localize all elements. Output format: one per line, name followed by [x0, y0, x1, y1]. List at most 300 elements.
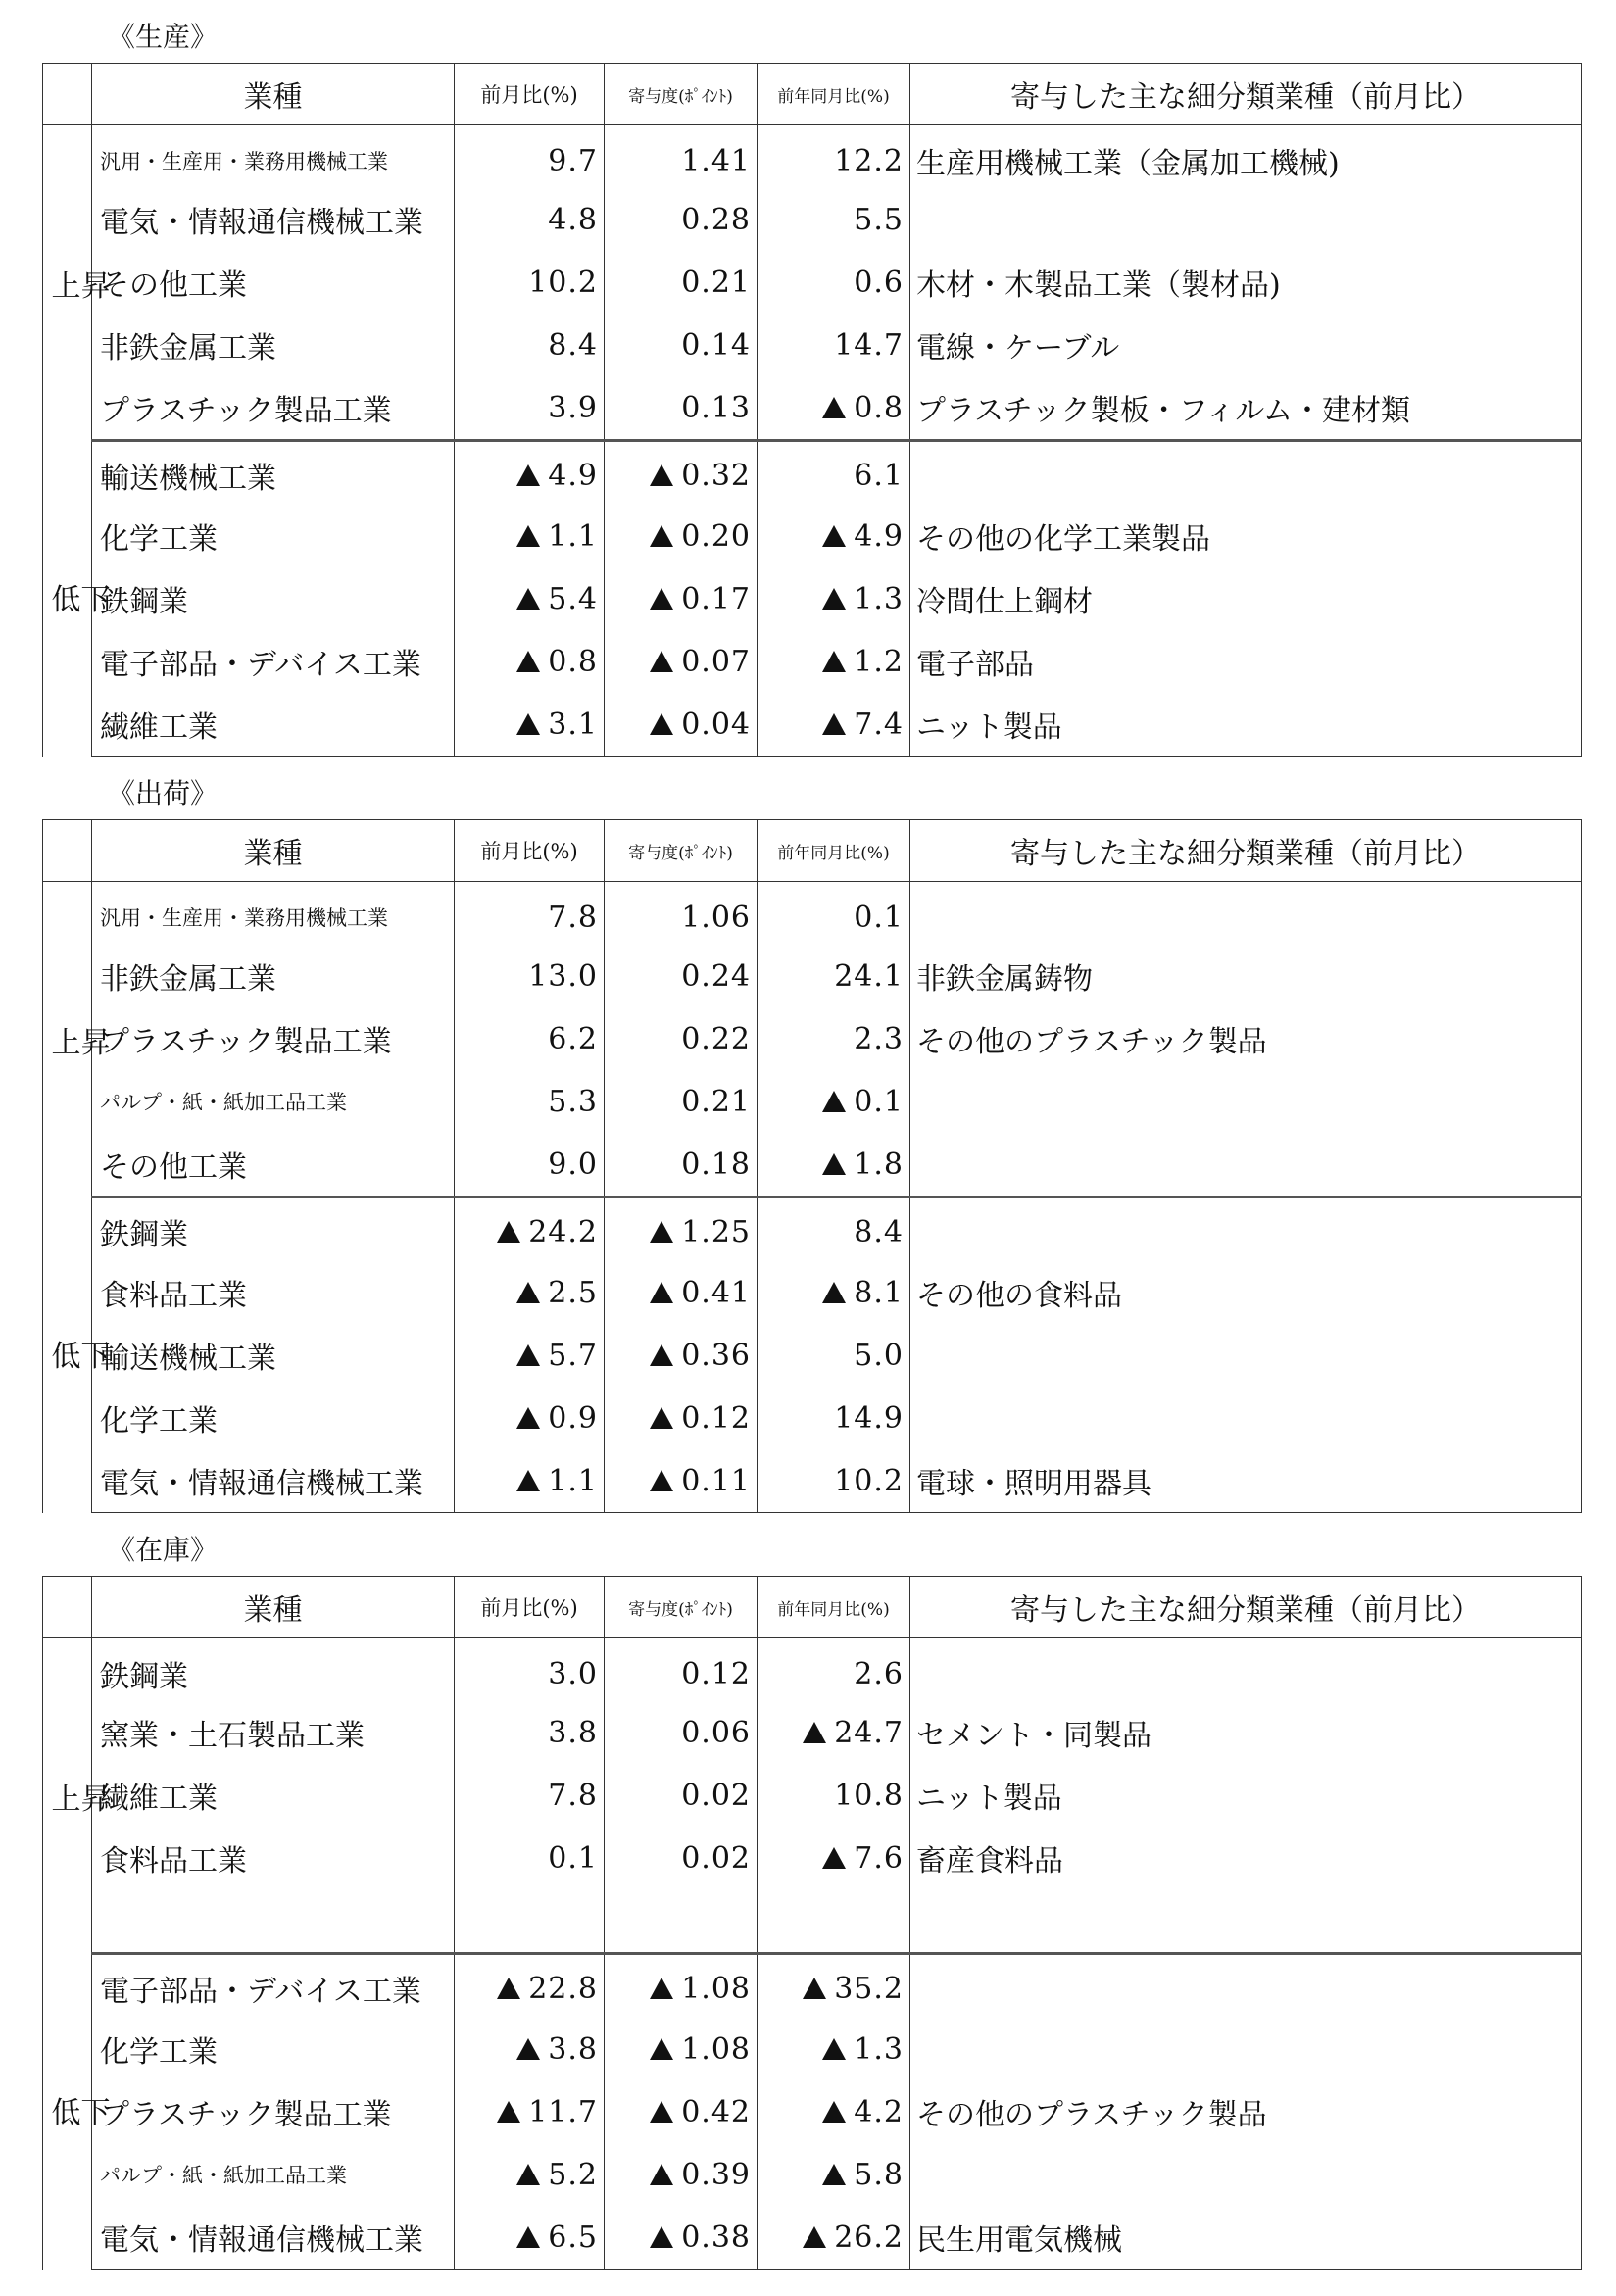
mom-cell-value: 22.8: [528, 1971, 598, 2006]
contrib-cell: [605, 2080, 758, 2143]
decrease-triangle-icon: [650, 464, 673, 486]
mom-cell: [455, 2080, 605, 2143]
yoy-cell: [758, 1764, 910, 1827]
contrib-cell-value: 0.12: [681, 1656, 751, 1691]
header-row: [43, 1577, 1582, 1638]
mom-cell: [455, 2206, 605, 2270]
detail-industry: [910, 188, 1582, 251]
decrease-triangle-icon: [516, 651, 540, 672]
industry-name: 繊維工業: [92, 693, 455, 757]
table-row: [43, 2206, 1582, 2270]
mom-cell: [455, 125, 605, 189]
decrease-triangle-icon: [822, 397, 846, 418]
decrease-triangle-icon: [516, 1344, 540, 1366]
industry-name: 電子部品・デバイス工業: [92, 630, 455, 693]
contrib-cell: [605, 1261, 758, 1324]
yoy-cell: [758, 2143, 910, 2206]
mom-cell-value: 9.0: [548, 1147, 598, 1182]
decrease-triangle-icon: [650, 2164, 673, 2185]
decrease-triangle-icon: [650, 2101, 673, 2123]
mom-cell: [455, 2018, 605, 2080]
contrib-cell: [605, 1889, 758, 1954]
detail-industry: [910, 1638, 1582, 1702]
section-title: 《生産》: [108, 21, 219, 53]
contrib-cell: [605, 314, 758, 376]
mom-cell: [455, 505, 605, 567]
decrease-triangle-icon: [822, 2101, 846, 2123]
mom-cell: [455, 441, 605, 506]
table-row: [43, 567, 1582, 630]
yoy-cell-value: 14.7: [834, 327, 904, 363]
header-blank: [43, 1577, 92, 1638]
detail-industry: [910, 2143, 1582, 2206]
industry-name: 食料品工業: [92, 1261, 455, 1324]
mom-cell: [455, 567, 605, 630]
decrease-triangle-icon: [650, 1978, 673, 1999]
detail-industry: 電子部品: [910, 630, 1582, 693]
header-detail: 寄与した主な細分類業種（前月比）: [910, 1577, 1582, 1638]
header-mom: 前月比(%): [455, 64, 605, 125]
detail-industry: [910, 1954, 1582, 2019]
table-row: [43, 2080, 1582, 2143]
detail-industry: その他のプラスチック製品: [910, 2080, 1582, 2143]
detail-industry: 非鉄金属鋳物: [910, 945, 1582, 1007]
data-table: [42, 1576, 1582, 2270]
detail-industry: ニット製品: [910, 1764, 1582, 1827]
contrib-cell-value: 0.22: [681, 1021, 751, 1056]
contrib-cell: [605, 1764, 758, 1827]
yoy-cell-value: 8.1: [854, 1275, 904, 1310]
yoy-cell-value: 6.1: [854, 458, 904, 493]
contrib-cell: [605, 567, 758, 630]
decrease-triangle-icon: [516, 1407, 540, 1429]
yoy-cell-value: 7.4: [854, 707, 904, 742]
mom-cell: [455, 1133, 605, 1197]
header-yoy: 前年同月比(%): [758, 1577, 910, 1638]
decrease-triangle-icon: [822, 1153, 846, 1175]
contrib-cell-value: 0.36: [681, 1338, 751, 1373]
decrease-triangle-icon: [516, 525, 540, 547]
decrease-triangle-icon: [497, 2101, 520, 2123]
yoy-cell-value: 4.9: [854, 518, 904, 554]
table-row: [43, 1197, 1582, 1262]
data-table: [42, 819, 1582, 1513]
contrib-cell-value: 0.39: [681, 2157, 751, 2192]
group-label-text: 上昇: [51, 269, 111, 304]
detail-industry: [910, 2018, 1582, 2080]
decrease-triangle-icon: [822, 1847, 846, 1869]
yoy-cell: [758, 125, 910, 189]
detail-industry: その他のプラスチック製品: [910, 1007, 1582, 1070]
mom-cell: [455, 1324, 605, 1387]
group-label-fall: [43, 1954, 111, 2270]
yoy-cell: [758, 2018, 910, 2080]
yoy-cell: [758, 1070, 910, 1133]
table-row: [43, 630, 1582, 693]
contrib-cell: [605, 693, 758, 757]
decrease-triangle-icon: [516, 2038, 540, 2060]
mom-cell: [455, 1701, 605, 1764]
contrib-cell: [605, 2206, 758, 2270]
table-row: [43, 693, 1582, 757]
table-row: [43, 1764, 1582, 1827]
detail-industry: 木材・木製品工業（製材品): [910, 251, 1582, 314]
table-row: [43, 314, 1582, 376]
contrib-cell: [605, 945, 758, 1007]
yoy-cell-value: 5.0: [854, 1338, 904, 1373]
mom-cell: [455, 882, 605, 946]
yoy-cell: [758, 882, 910, 946]
header-blank: [43, 64, 92, 125]
mom-cell: [455, 630, 605, 693]
table-row: [43, 1324, 1582, 1387]
table-row: [43, 441, 1582, 506]
mom-cell-value: 10.2: [528, 265, 598, 300]
detail-industry: [910, 1889, 1582, 1954]
mom-cell-value: 3.8: [548, 1715, 598, 1750]
decrease-triangle-icon: [822, 1282, 846, 1303]
contrib-cell: [605, 1007, 758, 1070]
mom-cell-value: 11.7: [528, 2094, 598, 2129]
table-row: [43, 1007, 1582, 1070]
table-row: [43, 505, 1582, 567]
mom-cell: [455, 1070, 605, 1133]
yoy-cell: [758, 2080, 910, 2143]
yoy-cell: [758, 567, 910, 630]
yoy-cell: [758, 505, 910, 567]
contrib-cell-value: 0.24: [681, 958, 751, 994]
group-label-text: 上昇: [51, 1782, 111, 1817]
decrease-triangle-icon: [803, 1978, 826, 1999]
detail-industry: [910, 882, 1582, 946]
yoy-cell-value: 2.3: [854, 1021, 904, 1056]
rising-group: [43, 882, 1582, 1197]
contrib-cell: [605, 505, 758, 567]
contrib-cell-value: 1.08: [681, 2031, 751, 2067]
group-label-rise: [43, 125, 111, 441]
yoy-cell-value: 5.5: [854, 202, 904, 237]
industry-name: 食料品工業: [92, 1827, 455, 1889]
contrib-cell-value: 0.04: [681, 707, 751, 742]
industry-name: 非鉄金属工業: [92, 314, 455, 376]
yoy-cell: [758, 376, 910, 441]
header-mom: 前月比(%): [455, 1577, 605, 1638]
industry-name: プラスチック製品工業: [92, 376, 455, 441]
contrib-cell: [605, 882, 758, 946]
decrease-triangle-icon: [822, 525, 846, 547]
detail-industry: 電線・ケーブル: [910, 314, 1582, 376]
detail-industry: 民生用電気機械: [910, 2206, 1582, 2270]
detail-industry: [910, 1324, 1582, 1387]
contrib-cell-value: 0.20: [681, 518, 751, 554]
yoy-cell-value: 26.2: [834, 2220, 904, 2255]
table-row: [43, 2018, 1582, 2080]
contrib-cell: [605, 1387, 758, 1449]
mom-cell-value: 1.1: [548, 518, 598, 554]
decrease-triangle-icon: [822, 1091, 846, 1112]
mom-cell: [455, 1007, 605, 1070]
contrib-cell-value: 0.12: [681, 1400, 751, 1436]
contrib-cell-value: 0.02: [681, 1840, 751, 1876]
header-detail: 寄与した主な細分類業種（前月比）: [910, 64, 1582, 125]
industry-name: 電気・情報通信機械工業: [92, 188, 455, 251]
yoy-cell: [758, 1387, 910, 1449]
mom-cell-value: 13.0: [528, 958, 598, 994]
falling-group: [43, 1197, 1582, 1513]
yoy-cell: [758, 630, 910, 693]
decrease-triangle-icon: [650, 713, 673, 735]
yoy-cell: [758, 1197, 910, 1262]
industry-name: 鉄鋼業: [92, 1638, 455, 1702]
contrib-cell-value: 0.17: [681, 581, 751, 616]
contrib-cell-value: 0.13: [681, 390, 751, 425]
mom-cell-value: 5.3: [548, 1084, 598, 1119]
table-row: [43, 1070, 1582, 1133]
mom-cell-value: 3.0: [548, 1656, 598, 1691]
yoy-cell-value: 10.8: [834, 1778, 904, 1813]
mom-cell-value: 2.5: [548, 1275, 598, 1310]
decrease-triangle-icon: [650, 1282, 673, 1303]
yoy-cell-value: 24.7: [834, 1715, 904, 1750]
industry-name: プラスチック製品工業: [92, 2080, 455, 2143]
decrease-triangle-icon: [650, 1407, 673, 1429]
contrib-cell: [605, 188, 758, 251]
detail-industry: セメント・同製品: [910, 1701, 1582, 1764]
group-label-text: 低下: [51, 582, 111, 617]
contrib-cell: [605, 1954, 758, 2019]
decrease-triangle-icon: [497, 1978, 520, 1999]
group-label-fall: [43, 441, 111, 757]
header-blank: [43, 820, 92, 882]
detail-industry: 生産用機械工業（金属加工機械): [910, 125, 1582, 189]
yoy-cell: [758, 1954, 910, 2019]
detail-industry: ニット製品: [910, 693, 1582, 757]
detail-industry: [910, 441, 1582, 506]
header-contrib: 寄与度(ﾎﾟｲﾝﾄ): [605, 64, 758, 125]
yoy-cell-value: 12.2: [834, 143, 904, 178]
decrease-triangle-icon: [516, 1470, 540, 1491]
industry-name: 鉄鋼業: [92, 1197, 455, 1262]
group-label-text: 上昇: [51, 1025, 111, 1060]
yoy-cell: [758, 1261, 910, 1324]
mom-cell-value: 7.8: [548, 1778, 598, 1813]
mom-cell: [455, 1954, 605, 2019]
decrease-triangle-icon: [822, 713, 846, 735]
table-row: [43, 945, 1582, 1007]
industry-name: 鉄鋼業: [92, 567, 455, 630]
detail-industry: その他の化学工業製品: [910, 505, 1582, 567]
header-industry: 業種: [92, 820, 455, 882]
decrease-triangle-icon: [650, 1221, 673, 1243]
detail-industry: その他の食料品: [910, 1261, 1582, 1324]
yoy-cell: [758, 1133, 910, 1197]
decrease-triangle-icon: [516, 713, 540, 735]
industry-name: その他工業: [92, 1133, 455, 1197]
mom-cell: [455, 1638, 605, 1702]
mom-cell-value: 3.1: [548, 707, 598, 742]
yoy-cell: [758, 251, 910, 314]
industry-name: プラスチック製品工業: [92, 1007, 455, 1070]
yoy-cell-value: 8.4: [854, 1214, 904, 1249]
yoy-cell: [758, 1324, 910, 1387]
mom-cell: [455, 1197, 605, 1262]
contrib-cell: [605, 251, 758, 314]
mom-cell: [455, 188, 605, 251]
yoy-cell-value: 10.2: [834, 1463, 904, 1498]
yoy-cell: [758, 441, 910, 506]
header-contrib: 寄与度(ﾎﾟｲﾝﾄ): [605, 1577, 758, 1638]
yoy-cell-value: 1.3: [854, 581, 904, 616]
yoy-cell: [758, 1827, 910, 1889]
mom-cell: [455, 945, 605, 1007]
table-row: [43, 1449, 1582, 1513]
header-yoy: 前年同月比(%): [758, 64, 910, 125]
industry-name: [92, 1889, 455, 1954]
mom-cell-value: 4.9: [548, 458, 598, 493]
table-row: [43, 1827, 1582, 1889]
table-row: [43, 1954, 1582, 2019]
mom-cell-value: 5.2: [548, 2157, 598, 2192]
industry-name: 汎用・生産用・業務用機械工業: [92, 125, 455, 189]
yoy-cell-value: 1.2: [854, 644, 904, 679]
industry-name: その他工業: [92, 251, 455, 314]
mom-cell: [455, 1889, 605, 1954]
decrease-triangle-icon: [516, 464, 540, 486]
decrease-triangle-icon: [822, 2038, 846, 2060]
mom-cell: [455, 1764, 605, 1827]
group-label-text: 低下: [51, 2095, 111, 2130]
decrease-triangle-icon: [803, 2226, 826, 2248]
mom-cell: [455, 1387, 605, 1449]
yoy-cell-value: 0.1: [854, 900, 904, 935]
decrease-triangle-icon: [650, 2038, 673, 2060]
contrib-cell-value: 1.25: [681, 1214, 751, 1249]
decrease-triangle-icon: [650, 1344, 673, 1366]
table-row: [43, 882, 1582, 946]
contrib-cell-value: 0.28: [681, 202, 751, 237]
falling-group: [43, 1954, 1582, 2270]
header-row: [43, 64, 1582, 125]
mom-cell-value: 4.8: [548, 202, 598, 237]
table-row: [43, 376, 1582, 441]
yoy-cell-value: 2.6: [854, 1656, 904, 1691]
table-row: [43, 188, 1582, 251]
table-row: [43, 125, 1582, 189]
mom-cell-value: 0.8: [548, 644, 598, 679]
yoy-cell: [758, 314, 910, 376]
contrib-cell: [605, 1638, 758, 1702]
mom-cell: [455, 1449, 605, 1513]
contrib-cell-value: 0.06: [681, 1715, 751, 1750]
decrease-triangle-icon: [650, 651, 673, 672]
group-label-text: 低下: [51, 1339, 111, 1374]
industry-name: 電気・情報通信機械工業: [92, 1449, 455, 1513]
group-label-rise: [43, 882, 111, 1197]
industry-name: パルプ・紙・紙加工品工業: [92, 1070, 455, 1133]
decrease-triangle-icon: [497, 1221, 520, 1243]
yoy-cell-value: 14.9: [834, 1400, 904, 1436]
detail-industry: [910, 1387, 1582, 1449]
contrib-cell: [605, 125, 758, 189]
header-contrib: 寄与度(ﾎﾟｲﾝﾄ): [605, 820, 758, 882]
industry-name: 化学工業: [92, 505, 455, 567]
industry-name: 窯業・土石製品工業: [92, 1701, 455, 1764]
data-table: [42, 63, 1582, 757]
decrease-triangle-icon: [650, 1470, 673, 1491]
mom-cell: [455, 314, 605, 376]
group-label-fall: [43, 1197, 111, 1513]
decrease-triangle-icon: [516, 1282, 540, 1303]
contrib-cell-value: 0.02: [681, 1778, 751, 1813]
contrib-cell-value: 0.21: [681, 1084, 751, 1119]
mom-cell-value: 6.2: [548, 1021, 598, 1056]
decrease-triangle-icon: [650, 525, 673, 547]
table-row: [43, 1701, 1582, 1764]
industry-name: 電気・情報通信機械工業: [92, 2206, 455, 2270]
yoy-cell-value: 4.2: [854, 2094, 904, 2129]
mom-cell-value: 0.9: [548, 1400, 598, 1436]
industry-name: 電子部品・デバイス工業: [92, 1954, 455, 2019]
table-row: [43, 1638, 1582, 1702]
falling-group: [43, 441, 1582, 757]
detail-industry: [910, 1197, 1582, 1262]
yoy-cell-value: 7.6: [854, 1840, 904, 1876]
detail-industry: 畜産食料品: [910, 1827, 1582, 1889]
mom-cell-value: 3.9: [548, 390, 598, 425]
industry-name: 輸送機械工業: [92, 441, 455, 506]
mom-cell-value: 9.7: [548, 143, 598, 178]
decrease-triangle-icon: [822, 651, 846, 672]
contrib-cell: [605, 630, 758, 693]
header-mom: 前月比(%): [455, 820, 605, 882]
contrib-cell-value: 0.21: [681, 265, 751, 300]
contrib-cell-value: 0.41: [681, 1275, 751, 1310]
industry-name: 繊維工業: [92, 1764, 455, 1827]
contrib-cell: [605, 1133, 758, 1197]
decrease-triangle-icon: [822, 2164, 846, 2185]
decrease-triangle-icon: [650, 588, 673, 610]
yoy-cell: [758, 1889, 910, 1954]
mom-cell-value: 7.8: [548, 900, 598, 935]
yoy-cell-value: 24.1: [834, 958, 904, 994]
mom-cell: [455, 693, 605, 757]
header-yoy: 前年同月比(%): [758, 820, 910, 882]
mom-cell: [455, 2143, 605, 2206]
contrib-cell: [605, 1070, 758, 1133]
industry-name: 化学工業: [92, 2018, 455, 2080]
contrib-cell: [605, 2143, 758, 2206]
yoy-cell: [758, 188, 910, 251]
table-row: [43, 1261, 1582, 1324]
detail-industry: [910, 1133, 1582, 1197]
decrease-triangle-icon: [516, 2164, 540, 2185]
yoy-cell-value: 35.2: [834, 1971, 904, 2006]
contrib-cell: [605, 1701, 758, 1764]
detail-industry: プラスチック製板・フィルム・建材類: [910, 376, 1582, 441]
contrib-cell-value: 0.11: [681, 1463, 751, 1498]
contrib-cell: [605, 1197, 758, 1262]
group-label-rise: [43, 1638, 111, 1954]
decrease-triangle-icon: [516, 2226, 540, 2248]
mom-cell-value: 8.4: [548, 327, 598, 363]
industry-name: 汎用・生産用・業務用機械工業: [92, 882, 455, 946]
section-title: 《在庫》: [108, 1534, 219, 1566]
mom-cell-value: 1.1: [548, 1463, 598, 1498]
header-detail: 寄与した主な細分類業種（前月比）: [910, 820, 1582, 882]
mom-cell-value: 3.8: [548, 2031, 598, 2067]
yoy-cell: [758, 1638, 910, 1702]
contrib-cell-value: 1.41: [681, 143, 751, 178]
